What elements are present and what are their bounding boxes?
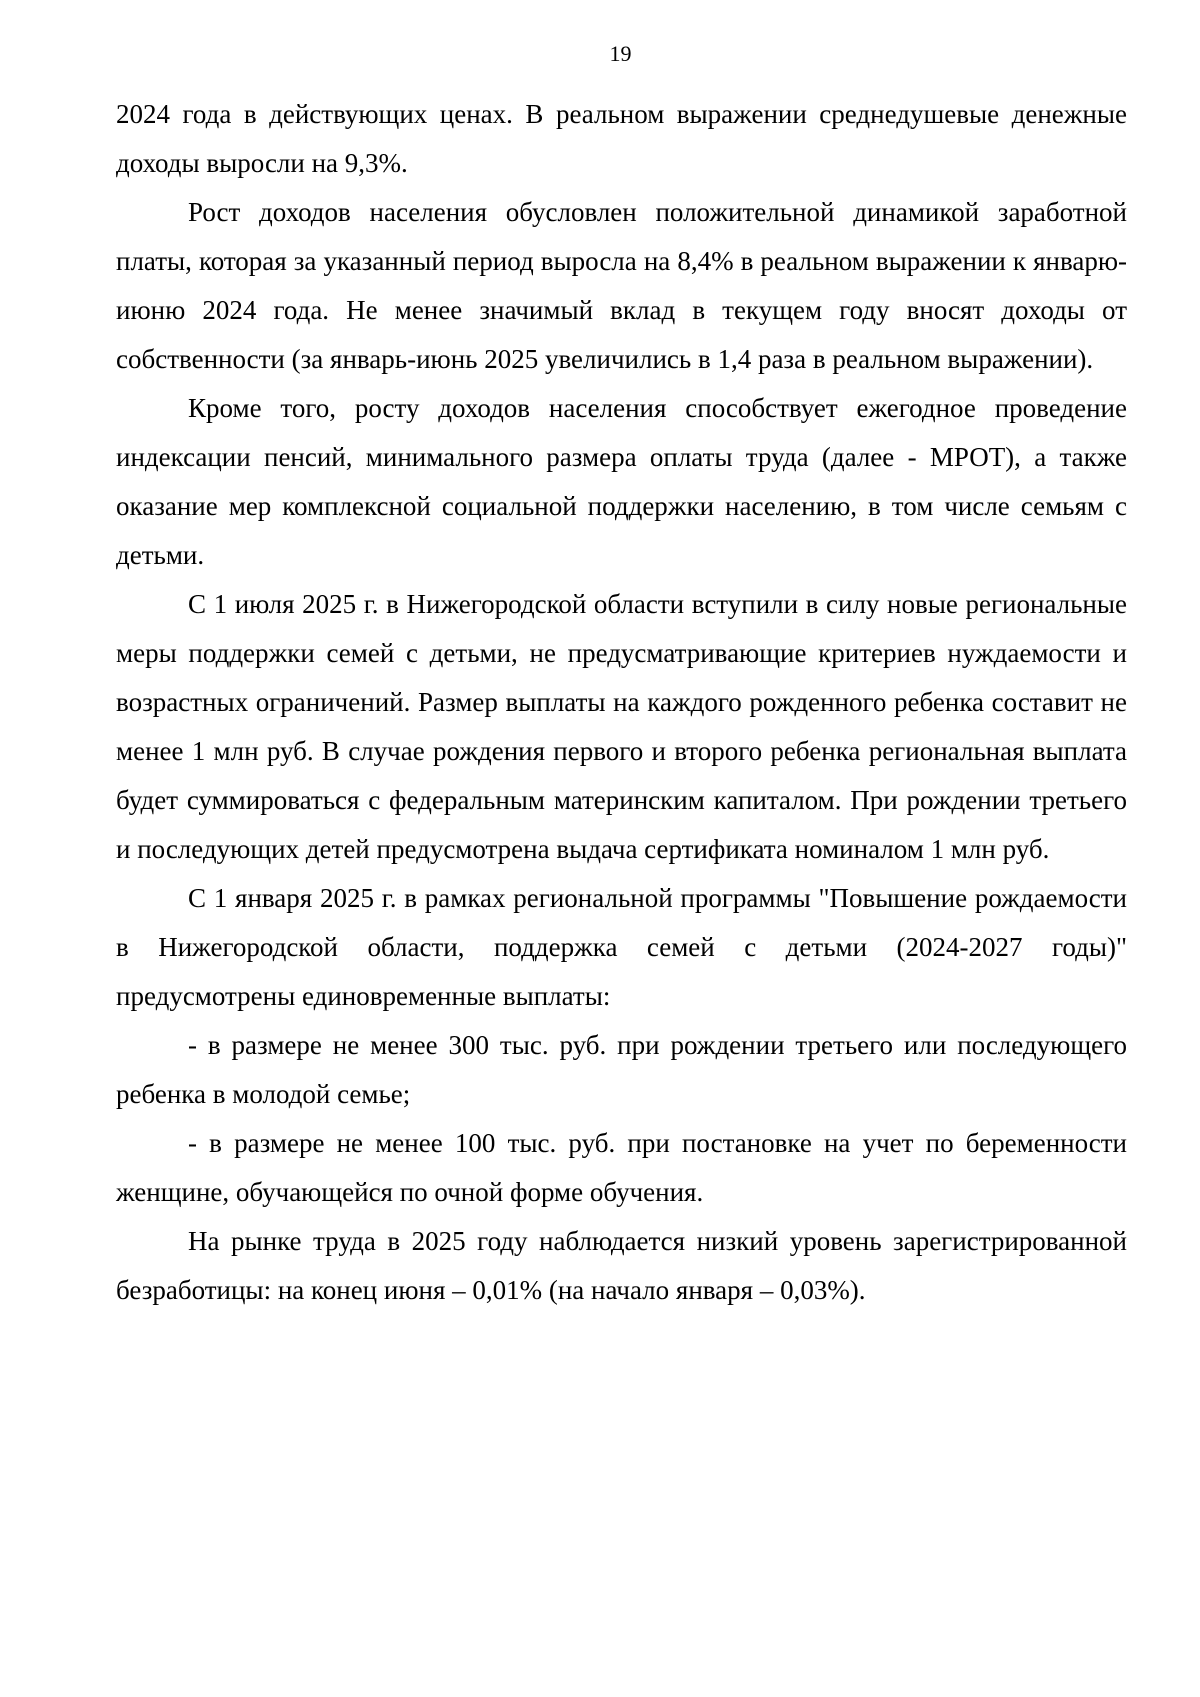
paragraph-continuation: 2024 года в действующих ценах. В реальном выражении среднедушевые денежные доходы выросли на 9,3%. (116, 99, 1127, 178)
paragraph-income-growth: Рост доходов населения обусловлен положительной динамикой заработной платы, которая за указанный период выросла на 8,4% в реальном выражении к январю-июню 2024 года. Не менее значимый вклад в текущем году вносят доходы от собственности (за январь-июнь 2025 увеличились в 1,4 раза в реальном выражении). (116, 197, 1127, 374)
paragraph-regional-support: С 1 июля 2025 г. в Нижегородской области вступили в силу новые региональные меры поддержки семей с детьми, не предусматривающие критериев нуждаемости и возрастных ограничений. Размер выплаты на каждого рожденного ребенка составит не менее 1 млн руб. В случае рождения первого и второго ребенка региональная выплата будет суммироваться с федеральным материнским капиталом. При рождении третьего и последующих детей предусмотрена выдача сертификата номиналом 1 млн руб. (116, 589, 1127, 864)
document-body (116, 90, 1127, 1315)
paragraph-unemployment: На рынке труда в 2025 году наблюдается низкий уровень зарегистрированной безработицы: на конец июня – 0,01% (на начало января – 0,03%). (116, 1226, 1127, 1305)
list-item-student-pregnancy-payment: - в размере не менее 100 тыс. руб. при постановке на учет по беременности женщине, обучающейся по очной форме обучения. (116, 1128, 1127, 1207)
paragraph-birthrate-program: С 1 января 2025 г. в рамках региональной программы "Повышение рождаемости в Нижегородской области, поддержка семей с детьми (2024-2027 годы)" предусмотрены единовременные выплаты: (116, 883, 1127, 1011)
page-number: 19 (609, 41, 632, 66)
list-item-young-family-payment: - в размере не менее 300 тыс. руб. при рождении третьего или последующего ребенка в молодой семье; (116, 1030, 1127, 1109)
paragraph-indexation: Кроме того, росту доходов населения способствует ежегодное проведение индексации пенсий, минимального размера оплаты труда (далее - МРОТ), а также оказание мер комплексной социальной поддержки населению, в том числе семьям с детьми. (116, 393, 1127, 570)
